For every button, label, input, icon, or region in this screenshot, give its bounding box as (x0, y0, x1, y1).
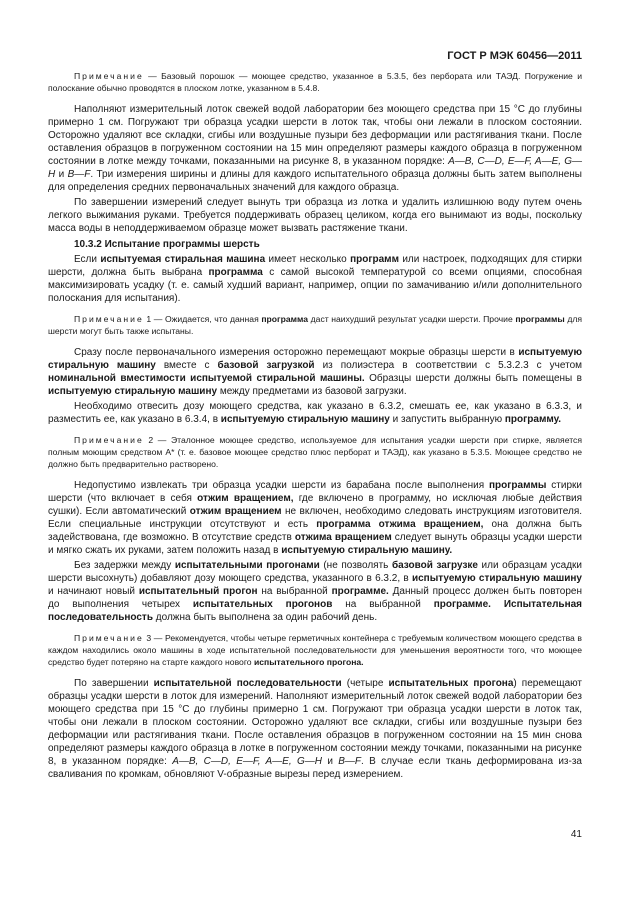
term: программа (261, 314, 309, 324)
text: для шерсти могут быть также испытаны. (48, 314, 582, 336)
text: между предметами из базовой загрузки. (217, 386, 407, 397)
term: испытуемую стиральную машину (411, 573, 582, 584)
term: испытуемую стиральную машину (48, 347, 582, 371)
text: на выбранной (332, 599, 434, 610)
note-text: — Эталонное моющее средство, используемое для испытания усадки шерсти при стирке, является полным моющим средством А* (т. е. базовое моющее средство плюс перборат и ТАЭД), как указано в 5.3.5. Моющее средство не должно быть предварительно растворено. (48, 435, 582, 469)
text: Образцы шерсти должны быть помещены в (364, 373, 582, 384)
text: следует вынуть образцы усадки шерсти и мягко сжать их руками, затем положить назад в (48, 532, 582, 556)
text: и (321, 756, 339, 767)
text: не включен, необходимо следовать инструкциям изготовителя. Если специальные инструкции отсутствуют и есть (48, 506, 583, 530)
text: (не позволять (319, 560, 392, 571)
note-number: 2 (143, 435, 154, 445)
note-1 (48, 313, 582, 337)
text: где включено в программу, но исключая любые действия сушки). Если автоматический (48, 493, 583, 517)
term: Испытательная последовательность (48, 599, 583, 623)
note-label: Примечание (74, 314, 144, 324)
paragraph-8 (48, 677, 582, 781)
paragraph-3 (48, 253, 582, 305)
section-title: Испытание программы шерсть (104, 239, 260, 250)
text: . Три измерения ширины и длины для каждого испытательного образца должны быть затем выполнены для определения средних первоначальных значений для каждого образца. (48, 169, 582, 193)
point-sequence: B—F (67, 169, 91, 180)
note-2 (48, 434, 582, 470)
text: Недопустимо извлекать три образца усадки шерсти из барабана после выполнения (74, 480, 489, 491)
text: или настроек, подходящих для стирки шерсти, должна быть выбрана (48, 254, 582, 278)
term: испытательной последовательности (153, 678, 342, 689)
term: испытательного прогона. (253, 657, 364, 667)
text: или образцам усадки шерсти высохнуть) добавляют дозу моющего средства, указанного в 6.3.2, в (48, 560, 583, 584)
text: По завершении (74, 678, 154, 689)
paragraph-1 (48, 103, 582, 194)
text: имеет несколько (265, 254, 351, 265)
term: испытуемую стиральную машину. (281, 545, 453, 556)
term: программы (515, 314, 565, 324)
text: и начинают новый (48, 586, 139, 597)
paragraph-4 (48, 346, 582, 398)
term: базовой загрузкой (217, 360, 315, 371)
note-label: Примечание (74, 71, 144, 81)
note-number: 3 (143, 633, 152, 643)
text: Наполняют измерительный лоток свежей водой лаборатории без моющего средства при 15 °С до глубины примерно 1 см. Погружают три образца усадки шерсти в лоток так, чтобы они лежали в плоском состоянии. Осторожно удаляют все складки, сгибы или воздушные пузыри без деформации или растягивания ткани. После оставления образцов в погруженном состоянии на 15 мин определяют размеры каждого образца в погруженном состоянии в лотке между точками, показанными на рисунке 8, в указанном порядке: (48, 104, 582, 167)
point-sequence: A—B, C—D, E—F, A—E, G—H (172, 756, 322, 767)
paragraph-6 (48, 479, 582, 557)
term: программе. (331, 586, 389, 597)
section-number: 10.3.2 (74, 239, 102, 250)
term: испытательных прогонов (192, 599, 333, 610)
page-content (48, 70, 582, 783)
term: базовой загрузке (391, 560, 478, 571)
page-number: 41 (570, 829, 582, 840)
term: программа отжима вращением, (316, 519, 484, 530)
point-sequence: A—B, C—D, E—F, A—E, G—H (48, 156, 582, 180)
term: отжима вращением (294, 532, 392, 543)
text: Сразу после первоначального измерения осторожно перемещают мокрые образцы шерсти в (74, 347, 519, 358)
text: — Рекомендуется, чтобы четыре герметичных контейнера с требуемым количеством моющего средства в каждом находились около машины в ходе испытательной последовательности для уменьшения вероятности того, что моющее средство будет потеряно на старте каждого нового (48, 633, 582, 667)
term: испытуемую стиральную машину (220, 414, 390, 425)
text: Без задержки между (74, 560, 175, 571)
note-text: — Базовый порошок — моющее средство, указанное в 5.3.5, без пербората или ТАЭД. Погружение и полоскание обычно проводятся в плоском лотке, указанном в 5.4.8. (48, 71, 582, 93)
text: должна быть выполнена за один рабочий день. (152, 612, 378, 623)
term: номинальной вместимости испытуемой стиральной машины. (48, 373, 365, 384)
text: на выбранной (257, 586, 332, 597)
text: Данный процесс должен быть повторен до выполнения четырех (48, 586, 583, 610)
term: испытуемую стиральную машину (48, 386, 218, 397)
note-3 (48, 632, 582, 668)
term: программы (489, 480, 547, 491)
text: Если (74, 254, 101, 265)
term: отжим вращением (189, 506, 282, 517)
paragraph-5 (48, 400, 582, 426)
standard-header: ГОСТ Р МЭК 60456—2011 (447, 50, 582, 62)
section-heading (48, 238, 582, 251)
point-sequence: B—F (338, 756, 362, 767)
term: программа (208, 267, 263, 278)
text: стирки шерсти (что включает в себя (48, 480, 582, 504)
text: — Ожидается, что данная (151, 314, 262, 324)
text: (четыре (341, 678, 389, 689)
text: она должна быть задействована, где возможно. В отсутствие средств (48, 519, 582, 543)
text (491, 599, 504, 610)
note-label: Примечание (74, 633, 144, 643)
text: . В случае если ткань деформирована из-за сваливания по кромкам, обновляют V-образные вырезы перед измерением. (48, 756, 582, 780)
text: Необходимо отвесить дозу моющего средства, как указано в 6.3.2, смешать ее, как указано в 6.3.3, и разместить ее, как указано в 6.3.4, в (48, 401, 582, 425)
text: и запустить выбранную (389, 414, 505, 425)
paragraph-2: По завершении измерений следует вынуть три образца из лотка и удалить излишнюю воду путем очень легкого выжимания руками. Требуется поддерживать образец целиком, когда его вынимают из воды, поскольку масса воды в неподдерживаемом образце может вызвать растяжение ткани. (48, 197, 582, 234)
note-number: 1 (143, 314, 152, 324)
term: программе. (433, 599, 491, 610)
term: испытательными прогонами (174, 560, 320, 571)
text: с самой высокой температурой со всеми опциями, способная максимизировать усадку (т. е. самый худший вариант, например, опции по замачиванию и/или дополнительного полоскания для испытания). (48, 267, 582, 304)
term: программу. (504, 414, 562, 425)
text: и (55, 169, 68, 180)
note-label: Примечание (74, 435, 144, 445)
term: испытуемая стиральная машина (100, 254, 266, 265)
term: программ (350, 254, 399, 265)
note-top (48, 70, 582, 94)
text: вместе с (155, 360, 218, 371)
text: ) перемещают образцы усадки шерсти в лоток для измерений. Наполняют измерительный лоток свежей водой лаборатории без моющего средства при 15 °С до глубины примерно 1 см. Погружают три образца усадки шерсти в лоток так, чтобы они лежали в плоском состоянии. Осторожно удаляют все складки, сгибы или воздушные пузыри без деформации или растягивания ткани. После оставления образцов в погруженном состоянии на 15 мин снова определяют размеры каждого образца в лотке в погруженном состоянии между точками, показанными на рисунке 8, в указанном порядке: (48, 678, 582, 767)
term: испытательных прогона (388, 678, 514, 689)
term: отжим вращением, (197, 493, 294, 504)
paragraph-7 (48, 559, 582, 624)
text: из полиэстера в соответствии с 5.3.2.3 с учетом (314, 360, 583, 371)
text: даст наихудший результат усадки шерсти. Прочие (308, 314, 516, 324)
term: испытательный прогон (138, 586, 258, 597)
